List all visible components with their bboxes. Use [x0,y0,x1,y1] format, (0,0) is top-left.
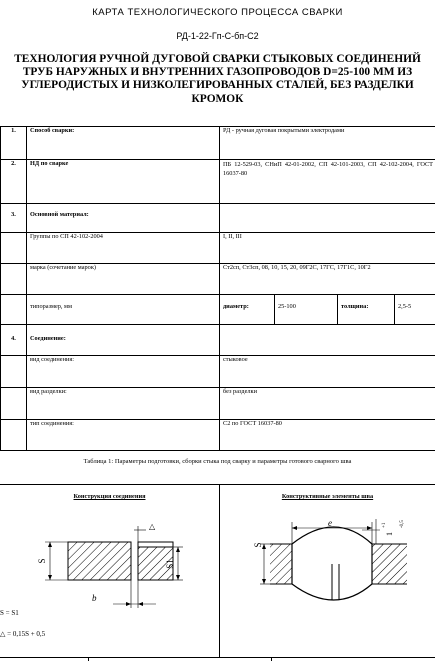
row-value: Ст2сп, Ст3сп, 08, 10, 15, 20, 09Г2С, 17ГС, 17Г1С, 10Г2 [220,264,435,295]
row-value: стыковое [220,356,435,388]
process-table [0,126,435,451]
row-number-empty [1,295,27,325]
row-label: марка (сочетание марок) [27,264,220,295]
left-plate [68,542,131,580]
weld-elements-figure [252,514,432,614]
row-number: 4. [1,325,27,356]
dim-q-label: 1 [385,532,394,536]
row-label: вид соединения: [27,356,220,388]
col-header-construction: Конструкция соединения [73,493,146,500]
table-row [1,127,435,160]
row-value: РД - ручная дуговая покрытыми электродами [220,127,435,160]
row-label: тип соединения: [27,420,220,451]
row-number-empty [1,388,27,420]
row-value-empty [220,325,435,356]
table-row [1,264,435,295]
table-row [1,204,435,233]
table-row [1,420,435,451]
row-number: 2. [1,160,27,204]
diameter-label: диаметр: [220,295,275,325]
table-row [1,160,435,204]
table1-caption: Таблица 1: Параметры подготовки, сборки стыка под сварку и параметры готового сварного шва [83,458,352,465]
joint-construction-figure [18,516,198,616]
row-label: типоразмер, мм [27,295,220,325]
formula-delta: △ = 0,15S + 0,5 [0,630,46,638]
table-row [1,325,435,356]
row-value: С2 по ГОСТ 16037-80 [220,420,435,451]
row-label: Соединение: [27,325,220,356]
row-label: вид разделки: [27,388,220,420]
row-number-empty [1,356,27,388]
row-value-empty [220,204,435,233]
offset-strip [138,542,173,547]
dim-tol-plus: +1 [382,522,387,528]
row-label: Способ сварки: [27,127,220,160]
doc-code: РД-1-22-Гп-С-бп-С2 [176,31,259,41]
thickness-value: 2,5-5 [395,295,435,325]
column-divider [219,484,220,658]
dim-b-label: b [92,593,97,603]
row-value: I, II, III [220,233,435,264]
row-number-empty [1,233,27,264]
row-number-empty [1,264,27,295]
row-number-empty [1,420,27,451]
tick-divider [88,657,89,661]
row-number: 3. [1,204,27,233]
table-row [1,356,435,388]
divider [0,657,435,658]
diameter-value: 25-100 [275,295,338,325]
row-label: НД по сварке [27,160,220,204]
dim-s-label: S [37,558,47,564]
table-row [1,295,435,325]
dim-s1-label: S1 [165,559,175,569]
table-row [1,233,435,264]
thickness-label: толщина: [338,295,395,325]
document-title: ТЕХНОЛОГИЯ РУЧНОЙ ДУГОВОЙ СВАРКИ СТЫКОВЫХ СОЕДИНЕНИЙ ТРУБ НАРУЖНЫХ И ВНУТРЕННИХ ГАЗОПРОВОДОВ D=25-100 ММ ИЗ УГЛЕРОДИСТЫХ И НИЗКОЛЕГИРОВАННЫХ СТАЛЕЙ, БЕЗ РАЗДЕЛКИ КРОМОК [14,53,421,105]
card-title: КАРТА ТЕХНОЛОГИЧЕСКОГО ПРОЦЕССА СВАРКИ [92,7,343,18]
row-value: ПБ 12-529-03, СНиП 42-01-2002, СП 42-101-2003, СП 42-102-2004, ГОСТ 16037-80 [220,160,435,204]
dim-delta-label: △ [149,522,156,531]
dim-e-label: e [328,518,332,528]
row-label: Основной материал: [27,204,220,233]
table-row [1,388,435,420]
dim-s-label: S [253,542,263,548]
row-number: 1. [1,127,27,160]
col-header-elements: Конструктивные элементы шва [281,493,374,500]
tick-divider [271,657,272,661]
dim-tol-minus: -0,5 [400,520,405,528]
formula-s-equals-s1: S = S1 [0,609,19,617]
row-value: без разделки [220,388,435,420]
divider [0,484,435,485]
row-label: Группы по СП 42-102-2004 [27,233,220,264]
